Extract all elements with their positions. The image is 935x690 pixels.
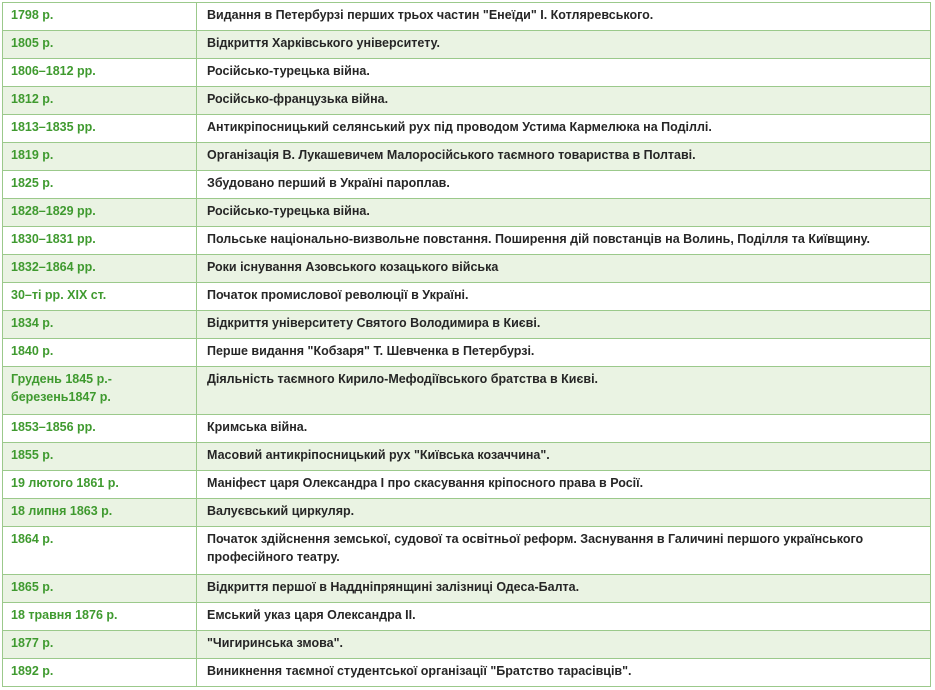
table-row (3, 367, 931, 415)
event-cell: Емський указ царя Олександра ІІ. (197, 603, 931, 631)
table-row (3, 143, 931, 171)
event-cell: Початок промислової революції в Україні. (197, 283, 931, 311)
event-cell: "Чигиринська змова". (197, 631, 931, 659)
table-row (3, 631, 931, 659)
table-row (3, 339, 931, 367)
table-row (3, 415, 931, 443)
date-cell: Грудень 1845 р.- березень1847 р. (3, 367, 197, 415)
event-cell: Відкриття першої в Наддніпрянщині залізниці Одеса-Балта. (197, 575, 931, 603)
event-cell: Російсько-французька війна. (197, 87, 931, 115)
date-cell: 1877 р. (3, 631, 197, 659)
date-cell: 1830–1831 рр. (3, 227, 197, 255)
date-cell: 1865 р. (3, 575, 197, 603)
history-timeline-table (2, 2, 931, 687)
date-cell: 1864 р. (3, 527, 197, 575)
date-cell: 1813–1835 рр. (3, 115, 197, 143)
event-cell: Антикріпосницький селянський рух під проводом Устима Кармелюка на Поділлі. (197, 115, 931, 143)
event-cell: Відкриття університету Святого Володимира в Києві. (197, 311, 931, 339)
date-cell: 1812 р. (3, 87, 197, 115)
event-cell: Роки існування Азовського козацького війська (197, 255, 931, 283)
table-row (3, 115, 931, 143)
event-cell: Маніфест царя Олександра І про скасування кріпосного права в Росії. (197, 471, 931, 499)
event-cell: Виникнення таємної студентської організації "Братство тарасівців". (197, 659, 931, 687)
date-cell: 30–ті рр. XIX ст. (3, 283, 197, 311)
table-row (3, 59, 931, 87)
date-cell: 1798 р. (3, 3, 197, 31)
timeline-body (3, 3, 931, 687)
event-cell: Діяльність таємного Кирило-Мефодіївського братства в Києві. (197, 367, 931, 415)
date-cell: 1853–1856 рр. (3, 415, 197, 443)
date-cell: 18 липня 1863 р. (3, 499, 197, 527)
table-row (3, 471, 931, 499)
table-row (3, 603, 931, 631)
event-cell: Валуєвський циркуляр. (197, 499, 931, 527)
table-row (3, 283, 931, 311)
event-cell: Збудовано перший в Україні пароплав. (197, 171, 931, 199)
table-row (3, 87, 931, 115)
table-row (3, 227, 931, 255)
table-row (3, 659, 931, 687)
table-row (3, 527, 931, 575)
date-cell: 1840 р. (3, 339, 197, 367)
date-cell: 1825 р. (3, 171, 197, 199)
table-row (3, 171, 931, 199)
table-row (3, 311, 931, 339)
date-cell: 1805 р. (3, 31, 197, 59)
event-cell: Масовий антикріпосницький рух "Київська козаччина". (197, 443, 931, 471)
event-cell: Кримська війна. (197, 415, 931, 443)
table-row (3, 575, 931, 603)
event-cell: Початок здійснення земської, судової та освітньої реформ. Заснування в Галичині першого українського професійного театру. (197, 527, 931, 575)
date-cell: 1832–1864 рр. (3, 255, 197, 283)
date-cell: 18 травня 1876 р. (3, 603, 197, 631)
event-cell: Російсько-турецька війна. (197, 199, 931, 227)
date-cell: 1819 р. (3, 143, 197, 171)
date-cell: 1828–1829 рр. (3, 199, 197, 227)
table-row (3, 443, 931, 471)
date-cell: 1806–1812 рр. (3, 59, 197, 87)
date-cell: 1834 р. (3, 311, 197, 339)
date-cell: 1892 р. (3, 659, 197, 687)
event-cell: Польське національно-визвольне повстання. Поширення дій повстанців на Волинь, Поділля та Київщину. (197, 227, 931, 255)
table-row (3, 31, 931, 59)
event-cell: Відкриття Харківського університету. (197, 31, 931, 59)
table-row (3, 3, 931, 31)
table-row (3, 255, 931, 283)
date-cell: 19 лютого 1861 р. (3, 471, 197, 499)
table-row (3, 199, 931, 227)
table-row (3, 499, 931, 527)
event-cell: Організація В. Лукашевичем Малоросійського таємного товариства в Полтаві. (197, 143, 931, 171)
date-cell: 1855 р. (3, 443, 197, 471)
event-cell: Перше видання "Кобзаря" Т. Шевченка в Петербурзі. (197, 339, 931, 367)
event-cell: Видання в Петербурзі перших трьох частин "Енеїди" І. Котляревського. (197, 3, 931, 31)
event-cell: Російсько-турецька війна. (197, 59, 931, 87)
